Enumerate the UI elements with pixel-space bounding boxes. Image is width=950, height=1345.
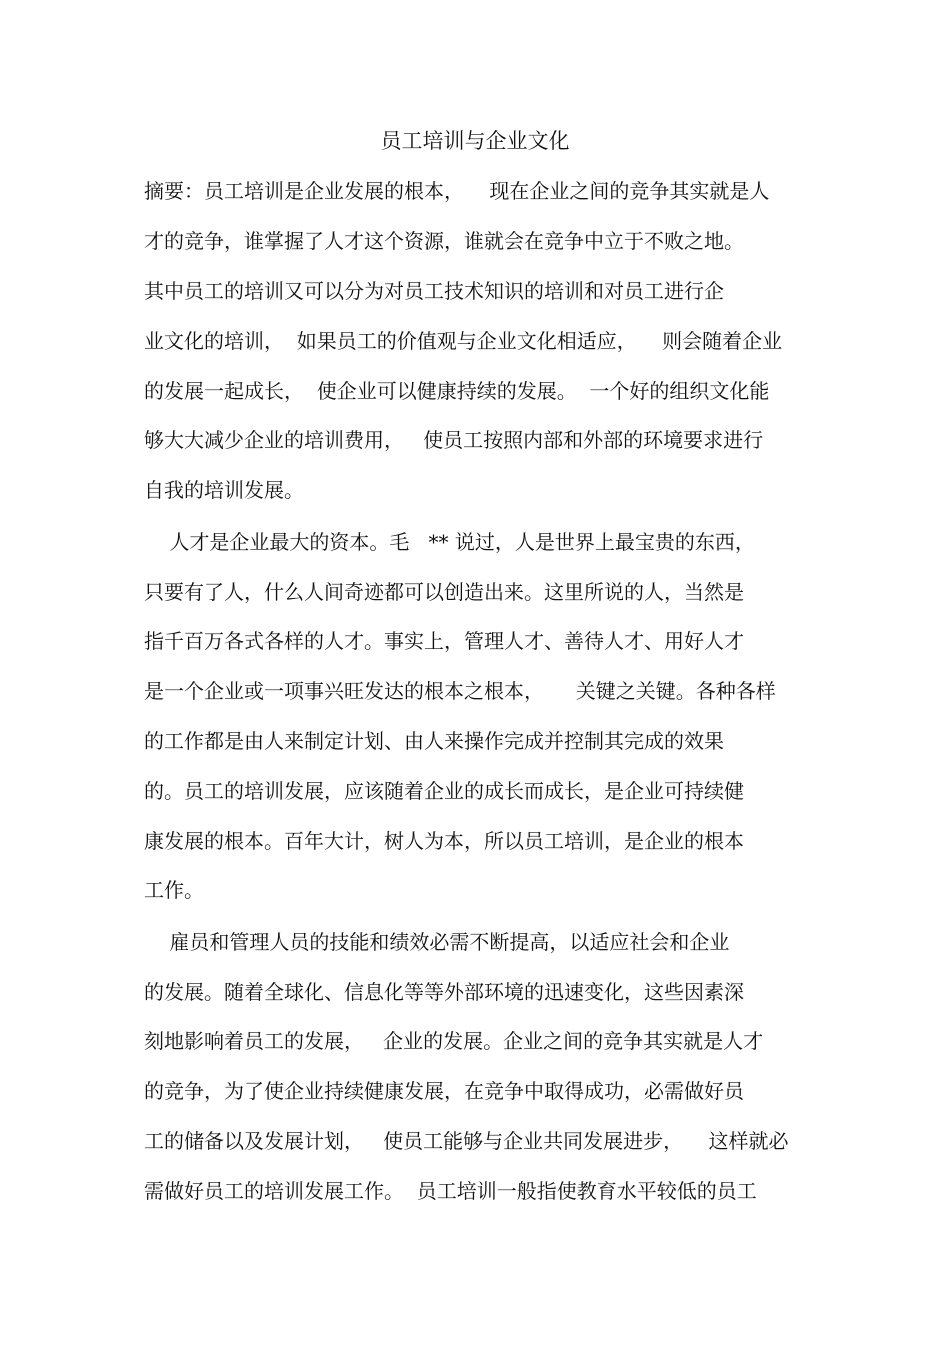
text-line: 够大大减少企业的培训费用， 使员工按照内部和外部的环境要求进行 bbox=[144, 428, 764, 452]
text-line: 才的竞争，谁掌握了人才这个资源，谁就会在竞争中立于不败之地。 bbox=[144, 229, 744, 253]
text-line: 摘要：员工培训是企业发展的根本， 现在企业之间的竞争其实就是人 bbox=[144, 179, 770, 203]
text-line: 的竞争，为了使企业持续健康发展，在竞争中取得成功，必需做好员 bbox=[144, 1079, 744, 1103]
text-line: 雇员和管理人员的技能和绩效必需不断提高，以适应社会和企业 bbox=[144, 930, 730, 954]
text-line: 人才是企业最大的资本。毛 ** 说过，人是世界上最宝贵的东西， bbox=[144, 530, 755, 554]
text-line: 其中员工的培训又可以分为对员工技术知识的培训和对员工进行企 bbox=[144, 279, 724, 303]
document-title: 员工培训与企业文化 bbox=[380, 129, 570, 153]
text-line: 的发展。随着全球化、信息化等等外部环境的迅速变化，这些因素深 bbox=[144, 980, 744, 1004]
text-line: 指千百万各式各样的人才。事实上，管理人才、善待人才、用好人才 bbox=[144, 629, 744, 653]
text-line: 的工作都是由人来制定计划、由人来操作完成并控制其完成的效果 bbox=[144, 729, 724, 753]
text-line: 自我的培训发展。 bbox=[144, 478, 304, 502]
text-line: 刻地影响着员工的发展， 企业的发展。企业之间的竞争其实就是人才 bbox=[144, 1029, 764, 1053]
text-line: 康发展的根本。百年大计，树人为本，所以员工培训，是企业的根本 bbox=[144, 829, 744, 853]
text-line: 只要有了人，什么人间奇迹都可以创造出来。这里所说的人，当然是 bbox=[144, 580, 744, 604]
text-line: 工的储备以及发展计划， 使员工能够与企业共同发展进步， 这样就必 bbox=[144, 1129, 789, 1153]
text-line: 需做好员工的培训发展工作。 员工培训一般指使教育水平较低的员工 bbox=[144, 1179, 757, 1203]
text-line: 工作。 bbox=[144, 878, 204, 902]
text-line: 的发展一起成长， 使企业可以健康持续的发展。 一个好的组织文化能 bbox=[144, 379, 770, 403]
text-line: 的。员工的培训发展，应该随着企业的成长而成长，是企业可持续健 bbox=[144, 779, 744, 803]
text-line: 业文化的培训， 如果员工的价值观与企业文化相适应， 则会随着企业 bbox=[144, 329, 783, 353]
text-line: 是一个企业或一项事兴旺发达的根本之根本， 关键之关键。各种各样 bbox=[144, 679, 776, 703]
